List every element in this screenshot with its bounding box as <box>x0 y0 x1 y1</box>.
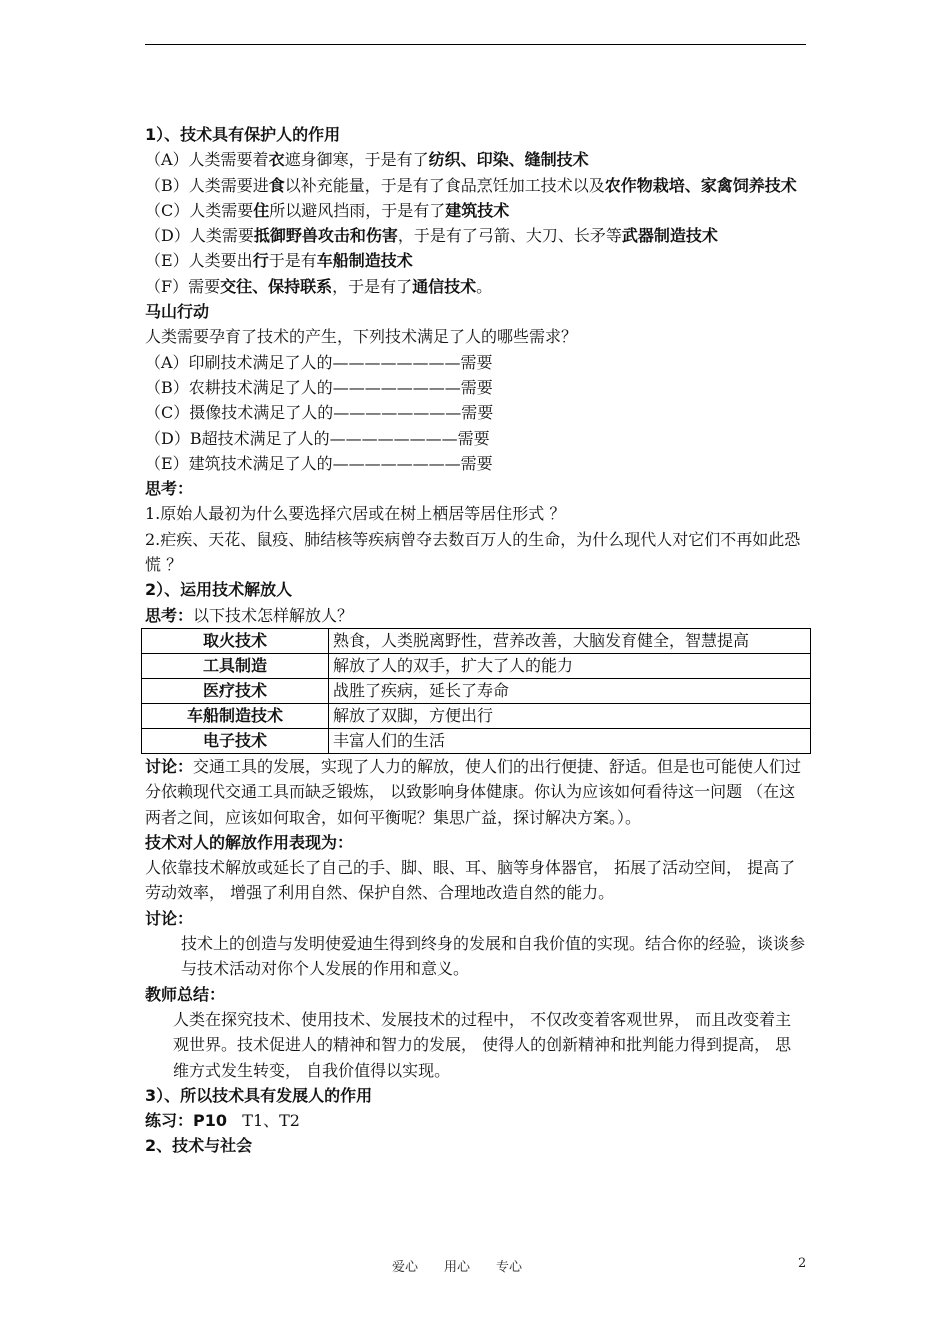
mashan-item: （C）摄像技术满足了人的————————需要 <box>145 403 494 423</box>
mashan-item: （E）建筑技术满足了人的————————需要 <box>145 453 493 473</box>
discussion-transport: 讨论：交通工具的发展，实现了人力的解放，使人们的出行便捷、舒适。但是也可能使人们过分依赖现代交通工具而缺乏锻炼， 以致影响身体健康。你认为应该如何看待这一问题 （在这两者之间，应该如何取舍，如何平衡呢？集思广益，探讨解决方案。）。 <box>145 756 802 827</box>
table-cell-tech: 车船制造技术 <box>142 703 329 728</box>
table-row <box>142 628 811 653</box>
mashan-intro: 人类需要孕育了技术的产生，下列技术满足了人的哪些需求？ <box>145 327 578 347</box>
table-cell-effect: 丰富人们的生活 <box>329 728 811 753</box>
document-body <box>145 122 806 1159</box>
table-cell-tech: 取火技术 <box>142 628 329 653</box>
protect-item-f: （F）需要交往、保持联系，于是有了通信技术。 <box>145 276 493 296</box>
header-rule <box>145 44 806 45</box>
protect-item-e: （E）人类要出行于是有车船制造技术 <box>145 251 413 271</box>
exercise-line: 练习：P10 T1、T2 <box>145 1111 300 1131</box>
table-row <box>142 703 811 728</box>
section-2-think: 思考：以下技术怎样解放人？ <box>145 605 354 625</box>
page-number: 2 <box>798 1256 807 1271</box>
table-cell-effect: 解放了人的双手，扩大了人的能力 <box>329 653 811 678</box>
protect-item-d: （D）人类需要抵御野兽攻击和伤害，于是有了弓箭、大刀、长矛等武器制造技术 <box>145 226 718 246</box>
liberation-text: 人依靠技术解放或延长了自己的手、脚、眼、耳、脑等身体器官， 拓展了活动空间， 提高了劳动效率， 增强了利用自然、保护自然、合理地改造自然的能力。 <box>145 858 796 903</box>
protect-item-c: （C）人类需要住所以避风挡雨，于是有了建筑技术 <box>145 200 510 220</box>
table-cell-effect: 战胜了疾病，延长了寿命 <box>329 678 811 703</box>
section-4-title: 2、技术与社会 <box>145 1136 253 1156</box>
discussion-2-title: 讨论： <box>145 908 194 928</box>
protect-item-a: （A）人类需要着衣遮身御寒，于是有了纺织、印染、缝制技术 <box>145 150 589 170</box>
section-2-title: 2）、运用技术解放人 <box>145 580 293 600</box>
think-question-1: 1.原始人最初为什么要选择穴居或在树上栖居等居住形式 ？ <box>145 504 566 524</box>
discussion-2-text: 技术上的创造与发明使爱迪生得到终身的发展和自我价值的实现。结合你的经验，谈谈参与技术活动对你个人发展的作用和意义。 <box>181 934 806 979</box>
protect-item-b: （B）人类需要进食以补充能量，于是有了食品烹饪加工技术以及农作物栽培、家禽饲养技术 <box>145 175 797 195</box>
mashan-item: （D）B超技术满足了人的————————需要 <box>145 428 490 448</box>
table-cell-tech: 工具制造 <box>142 653 329 678</box>
mashan-title: 马山行动 <box>145 302 210 322</box>
table-row <box>142 678 811 703</box>
table-cell-effect: 熟食，人类脱离野性，营养改善，大脑发育健全，智慧提高 <box>329 628 811 653</box>
table-row <box>142 728 811 753</box>
think-question-2: 2.疟疾、天花、鼠疫、肺结核等疾病曾夺去数百万人的生命，为什么现代人对它们不再如此恐慌 ？ <box>145 529 801 575</box>
technology-liberation-table <box>141 628 811 754</box>
section-1-title: 1）、技术具有保护人的作用 <box>145 125 341 144</box>
footer-motto: 爱心 用心 专心 <box>392 1260 523 1275</box>
table-row <box>142 653 811 678</box>
table-cell-effect: 解放了双脚，方便出行 <box>329 703 811 728</box>
think-title: 思考： <box>145 479 194 499</box>
table-cell-tech: 医疗技术 <box>142 678 329 703</box>
teacher-summary-text: 人类在探究技术、使用技术、发展技术的过程中， 不仅改变着客观世界， 而且改变着主观世界。技术促进人的精神和智力的发展， 使得人的创新精神和批判能力得到提高， 思维方式发生转变， 自我价值得以实现。 <box>173 1009 792 1080</box>
mashan-item: （B）农耕技术满足了人的————————需要 <box>145 377 493 397</box>
mashan-item: （A）印刷技术满足了人的————————需要 <box>145 352 493 372</box>
table-cell-tech: 电子技术 <box>142 728 329 753</box>
section-3-title: 3）、所以技术具有发展人的作用 <box>145 1085 373 1105</box>
teacher-summary-title: 教师总结： <box>145 984 226 1004</box>
liberation-title: 技术对人的解放作用表现为： <box>145 832 354 852</box>
